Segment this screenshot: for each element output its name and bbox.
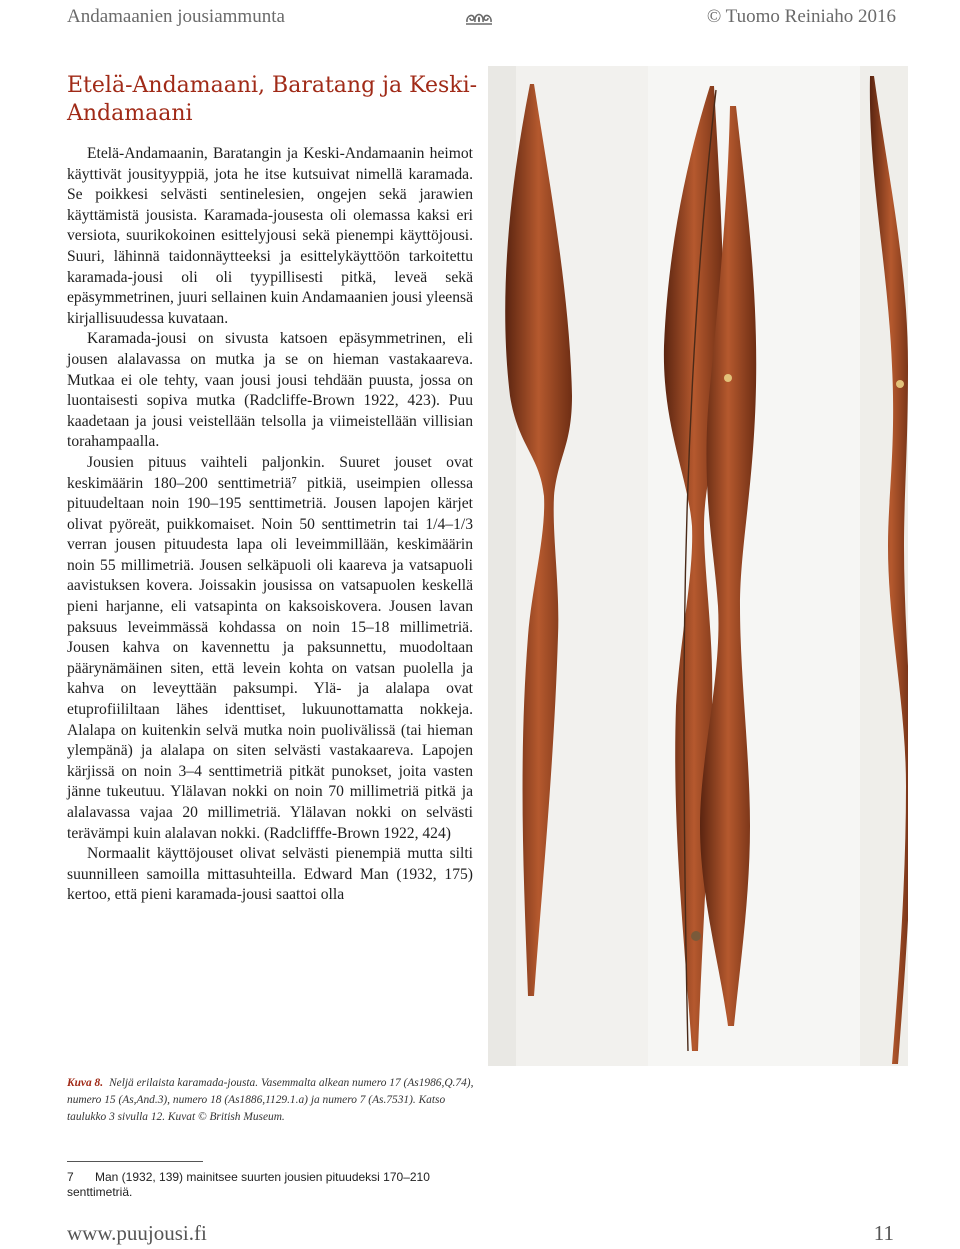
footnote-divider	[67, 1161, 203, 1162]
running-header-title: Andamaanien jousiammunta	[67, 6, 285, 27]
paragraph: Jousien pituus vaihteli paljonkin. Suuret jouset ovat keskimäärin 180–200 senttimetriä⁷ pitkiä, useimpien ollessa pituudeltaan noin 190–195 senttimetriä. Jousen lapojen kärjet olivat pyöreät, puikkomaiset. Noin 50 senttimetrin tai 1/4–1/3 verran jousen pituudesta lapa oli leveimmillään, keskimäärin noin 55 millimetriä. Jousen selkäpuoli oli kaareva ja vatsapuoli aavistuksen kovera. Joissakin jousissa on vatsapuolen keskellä pieni harjanne, eli vatsapinta on kaksoiskovera. Jousen lavan paksuus leveimmässä kohdassa on noin 15–18 millimetriä. Jousen kahva on kavennettu ja paksunnettu, muodoltaan päärynämäinen siten, että levein kohta on vatsan puolella ja kahva on leveyttään paksumpi. Ylä- ja alalapa ovat etuprofiililtaan lähes identtiset, lukuunottamatta nokkeja. Alalapa on kuitenkin selvä mutka noin puolivälissä (tai hieman ylempänä) ja alalapa on siten selvästi vastakaareva. Lapojen kärjissä on noin 3–4 senttimetriä pitkät punokset, joita vasten jänne tukeutuu. Ylälavan nokki on noin 70 millimetriä pitkä ja alalavassa vajaa 20 millimetriä. Ylälavan nokki on selvästi terävämpi kuin alalavan nokki. (Radclifffe-Brown 1922, 424)	[67, 453, 473, 842]
figure-caption	[67, 1075, 477, 1126]
section-title: Etelä-Andamaani, Baratang ja Keski-Andamaani	[67, 73, 478, 126]
figure-caption-text: Neljä erilaista karamada-jousta. Vasemmalta alkean numero 17 (As1986,Q.74), numero 15 (As,And.3), numero 18 (As1886,1129.1.a) ja numero 7 (As.7531). Katso taulukko 3 sivulla 12. Kuvat © British Museum.	[67, 1077, 474, 1123]
footnote-number: 7	[67, 1170, 74, 1184]
page-footer	[67, 1218, 894, 1248]
body-text	[67, 144, 473, 906]
paragraph: Karamada-jousi on sivusta katsoen epäsymmetrinen, eli jousen alalavassa on mutka ja se on hieman vastakaareva. Mutkaa ei ole tehty, vaan jousi jousi tehdään puusta, jossa on luontaisesti sopiva mutka (Radcliffe-Brown 1922, 423). Puu kaadetaan ja jousi veistellään telsolla ja viimeistellään villisian torahampaalla.	[67, 330, 473, 451]
triple-spiral-ornament-icon	[464, 6, 494, 26]
page-number: 11	[873, 1220, 894, 1245]
footer-website-link[interactable]: www.puujousi.fi	[67, 1220, 207, 1245]
bows-photograph	[488, 66, 908, 1066]
paragraph: Normaalit käyttöjouset olivat selvästi pienempiä mutta silti suunnilleen samoilla mittasuhteilla. Edward Man (1932, 175) kertoo, että pieni karamada-jousi saattoi olla	[67, 845, 473, 904]
figure-label: Kuva 8.	[67, 1077, 104, 1089]
running-header-copyright: © Tuomo Reiniaho 2016	[706, 6, 896, 27]
paragraph: Etelä-Andamaanin, Baratangin ja Keski-Andamaanin heimot käyttivät jousityyppiä, jota he itse kutsuivat nimellä karamada. Se poikkesi selvästi sentinelesien, ongejen sekä jarawien käyttämistä jousista. Karamada-jousesta oli olemassa kaksi eri versiota, suurikokoinen esittelyjousi sekä pienempi käyttöjousi. Suuri, lähinnä taidonnäytteeksi ja esittelykäyttöön tarkoitettu karamada-jousi oli oli tyypillisesti pitkä, leveä sekä epäsymmetrinen, juuri sellainen kuin Andamaanien jousi yleensä kirjallisuudessa kuvataan.	[67, 145, 473, 327]
footnote	[67, 1170, 467, 1200]
footnote-text: Man (1932, 139) mainitsee suurten jousien pituudeksi 170–210 senttimetriä.	[67, 1170, 430, 1199]
